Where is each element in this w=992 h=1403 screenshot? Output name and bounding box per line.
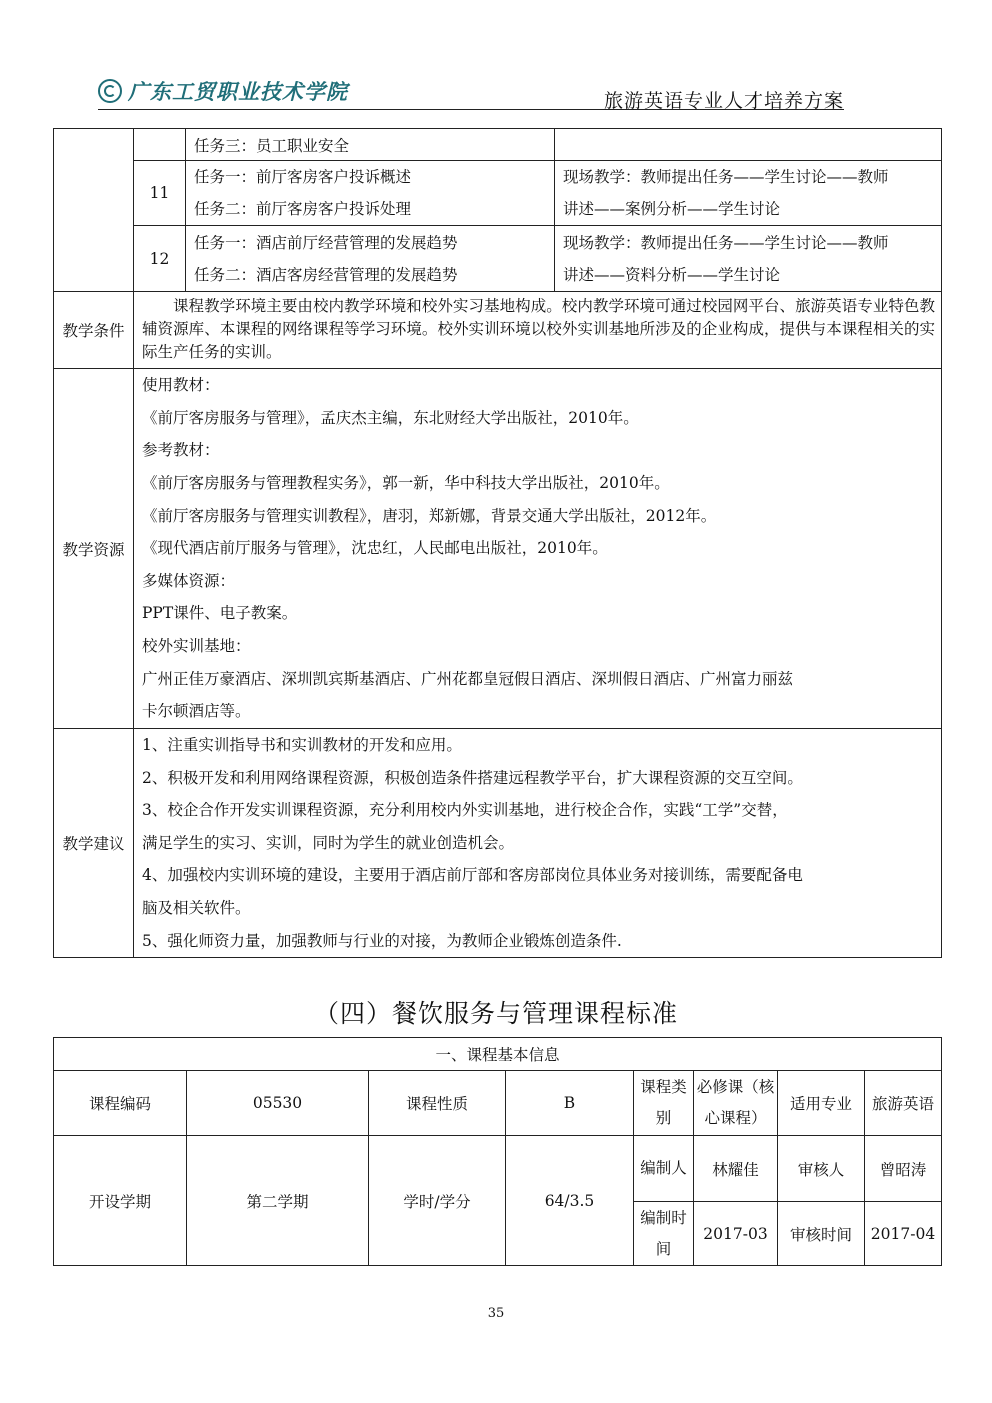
task-line: 任务一：酒店前厅经营管理的发展趋势 <box>194 233 458 252</box>
school-logo <box>98 76 348 106</box>
author-value: 林耀佳 <box>694 1136 778 1202</box>
page-header <box>98 70 844 110</box>
resource-line: 使用教材： <box>142 376 220 395</box>
table-row <box>54 161 942 226</box>
author-label: 编制人 <box>634 1136 694 1202</box>
table-row <box>54 226 942 292</box>
page-number: 35 <box>487 1306 505 1321</box>
category-value: 必修课（核心课程） <box>694 1071 778 1136</box>
empty-cell <box>54 129 134 292</box>
row-number: 12 <box>134 226 186 292</box>
resource-line: 多媒体资源： <box>142 571 236 590</box>
resource-line: 《现代酒店前厅服务与管理》，沈忠红，人民邮电出版社，2010年。 <box>142 539 608 558</box>
course-code-label: 课程编码 <box>54 1071 187 1136</box>
category-label: 课程类别 <box>634 1071 694 1136</box>
suggestion-line: 5、强化师资力量，加强教师与行业的对接，为教师企业锻炼创造条件. <box>142 931 622 950</box>
task-cell <box>186 226 555 292</box>
method-line: 讲述——案例分析——学生讨论 <box>563 200 781 218</box>
major-label: 适用专业 <box>778 1071 865 1136</box>
school-name: 广东工贸职业技术学院 <box>128 79 348 104</box>
suggestion-line: 脑及相关软件。 <box>142 898 251 917</box>
resource-line: 广州正佳万豪酒店、深圳凯宾斯基酒店、广州花都皇冠假日酒店、深圳假日酒店、广州富力丽兹 <box>142 669 794 688</box>
table-heading: 一、课程基本信息 <box>54 1038 942 1071</box>
review-date-value: 2017-04 <box>865 1202 942 1266</box>
course-plan-table <box>53 128 942 958</box>
resource-line: 《前厅客房服务与管理》，孟庆杰主编，东北财经大学出版社，2010年。 <box>142 408 639 427</box>
reviewer-label: 审核人 <box>778 1136 865 1202</box>
term-value: 第二学期 <box>187 1136 369 1266</box>
resource-line: 卡尔顿酒店等。 <box>142 702 251 721</box>
method-line: 现场教学：教师提出任务——学生讨论——教师 <box>563 233 889 252</box>
table-row <box>54 369 942 729</box>
hours-value: 64/3.5 <box>506 1136 634 1266</box>
resource-line: 《前厅客房服务与管理教程实务》，郭一新，华中科技大学出版社，2010年。 <box>142 474 670 493</box>
term-label: 开设学期 <box>54 1136 187 1266</box>
resource-line: PPT课件、电子教案。 <box>142 604 298 623</box>
method-line: 现场教学：教师提出任务——学生讨论——教师 <box>563 168 889 186</box>
major-value: 旅游英语 <box>865 1071 942 1136</box>
method-cell <box>555 129 942 161</box>
table-row <box>54 1038 942 1071</box>
resources-cell <box>134 369 942 729</box>
row-label: 教学资源 <box>54 369 134 729</box>
header-divider <box>98 109 844 110</box>
reviewer-value: 曾昭涛 <box>865 1136 942 1202</box>
table-row <box>54 1136 942 1202</box>
row-label: 教学建议 <box>54 729 134 958</box>
table-row <box>54 1071 942 1136</box>
task-line: 任务二：前厅客房客户投诉处理 <box>194 200 412 218</box>
suggestions-cell <box>134 729 942 958</box>
suggestion-line: 4、加强校内实训环境的建设，主要用于酒店前厅部和客房部岗位具体业务对接训练，需要配备电 <box>142 866 803 885</box>
suggestion-line: 2、积极开发和利用网络课程资源，积极创造条件搭建远程教学平台，扩大课程资源的交互空间。 <box>142 768 803 787</box>
method-cell <box>555 161 942 226</box>
table-row <box>54 729 942 958</box>
hours-label: 学时/学分 <box>369 1136 506 1266</box>
course-info-table <box>53 1037 942 1266</box>
task-cell <box>186 161 555 226</box>
date-value: 2017-03 <box>694 1202 778 1266</box>
school-emblem-icon <box>98 79 122 103</box>
nature-label: 课程性质 <box>369 1071 506 1136</box>
review-date-label: 审核时间 <box>778 1202 865 1266</box>
section-title: （四）餐饮服务与管理课程标准 <box>313 999 678 1028</box>
suggestion-line: 1、注重实训指导书和实训教材的开发和应用。 <box>142 736 462 754</box>
resource-line: 参考教材： <box>142 441 220 460</box>
course-code-value: 05530 <box>187 1071 369 1136</box>
task-line: 任务二：酒店客房经营管理的发展趋势 <box>194 265 458 284</box>
resource-line: 《前厅客房服务与管理实训教程》，唐羽，郑新娜，背景交通大学出版社，2012年。 <box>142 506 717 525</box>
table-row <box>54 129 942 161</box>
document-title: 旅游英语专业人才培养方案 <box>603 90 844 112</box>
method-line: 讲述——资料分析——学生讨论 <box>563 265 781 284</box>
task-cell: 任务三：员工职业安全 <box>186 129 555 161</box>
resource-line: 校外实训基地： <box>142 636 251 655</box>
table-row <box>54 292 942 369</box>
task-line: 任务一：前厅客房客户投诉概述 <box>194 168 412 186</box>
empty-cell <box>134 129 186 161</box>
method-cell <box>555 226 942 292</box>
row-number: 11 <box>134 161 186 226</box>
suggestion-line: 3、校企合作开发实训课程资源，充分利用校内外实训基地，进行校企合作，实践“工学”交替， <box>142 801 788 820</box>
conditions-text: 课程教学环境主要由校内教学环境和校外实习基地构成。校内教学环境可通过校园网平台、旅游英语专业特色教辅资源库、本课程的网络课程等学习环境。校外实训环境以校外实训基地所涉及的企业构成，提供与本课程相关的实际生产任务的实训。 <box>134 292 942 369</box>
date-label: 编制时间 <box>634 1202 694 1266</box>
row-label: 教学条件 <box>54 292 134 369</box>
nature-value: B <box>506 1071 634 1136</box>
suggestion-line: 满足学生的实习、实训，同时为学生的就业创造机会。 <box>142 833 515 852</box>
